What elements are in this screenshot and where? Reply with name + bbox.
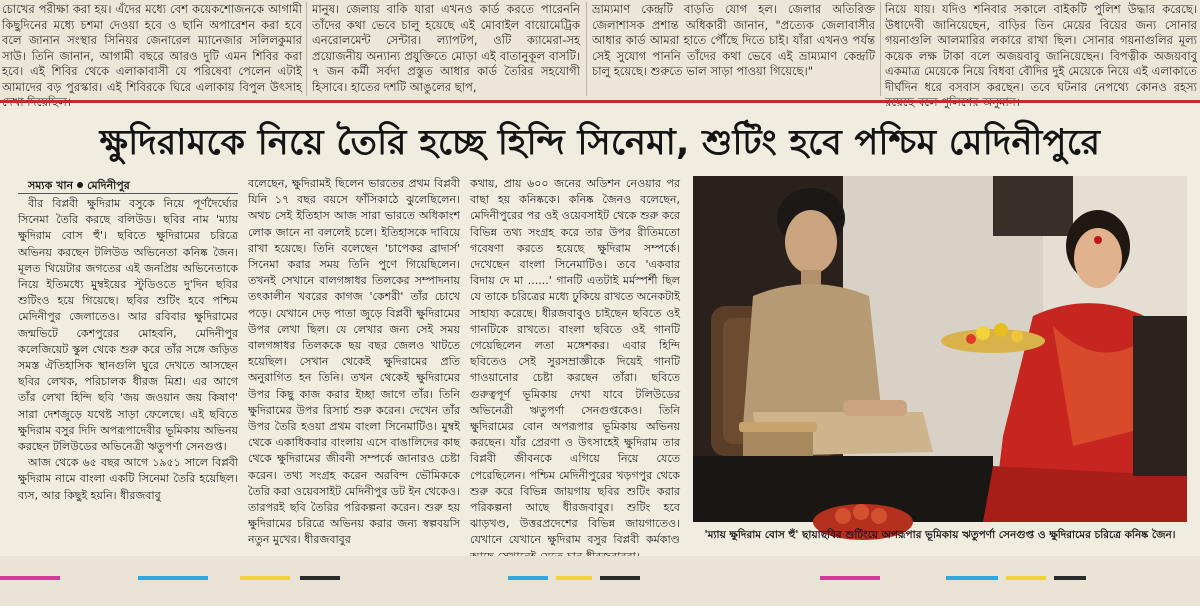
print-mark-black <box>300 576 340 580</box>
article-photo <box>693 176 1187 522</box>
byline-rule <box>18 193 238 194</box>
print-mark-yellow <box>1006 576 1046 580</box>
print-mark-magenta <box>820 576 880 580</box>
prev-article-col-4: নিয়ে যায়। যদিও শনিবার সকালে বাইকটি পুলিশ উদ্ধার করেছে। উধাদেবী জানিয়েছেন, বাড়ির তিন মেয়ের বিয়ের জন্য সোনার গয়নাগুলি আলমারির লকারে রাখা ছিল। সোনার গয়নাগুলির মূল্য কয়েক লক্ষ টাকা বলে অজয়বাবু জানিয়েছেন। বিপত্নীক অজয়বাবু একমাত্র মেয়েকে নিয়ে বিধবা বৌদির দুই মেয়েকে নিয়ে এই এলাকাতে দীর্ঘদিন ধরে বসবাস করছেন। তবে ঘটনার নেপথ্যে কোনও রহস্য <box>885 2 1197 94</box>
article-paragraph: আজ থেকে ৬৫ বছর আগে ১৯৫১ সালে বিপ্লবী ক্ষুদিরাম নামে বাংলা একটি সিনেমা তৈরি হয়েছিল। ব্যস, আর কিছুই হয়নি। ধীরজবাবু <box>18 456 238 502</box>
column-divider <box>306 2 307 96</box>
film-still-illustration <box>693 176 1187 522</box>
byline-bullet <box>77 182 83 188</box>
previous-articles-strip <box>0 0 1200 100</box>
byline <box>28 177 238 191</box>
section-red-rule <box>0 100 1200 103</box>
print-mark-cyan <box>508 576 548 580</box>
page-bottom-margin <box>0 556 1200 606</box>
print-mark-cyan <box>946 576 998 580</box>
byline-place: মেদিনীপুর <box>87 179 130 192</box>
photo-caption: 'ম্যায় ক্ষুদিরাম বোস হুঁ' ছায়াছবির শুটিংয়ে অপরূপার ভূমিকায় ঋতুপর্ণা সেনগুপ্ত ও ক্ষুদিরামের চরিত্রে কনিষ্ক জৈন। <box>704 529 1176 541</box>
print-mark-yellow <box>240 576 290 580</box>
article-column-1 <box>18 196 238 544</box>
article-paragraph: কথায়, প্রায় ৬০০ জনের অডিশন নেওয়ার পর বাছা হয় কনিষ্ককে। কনিষ্ক জৈনও বলেছেন, মেদিনীপুরের পর ওই ওয়েবসাইট থেকে শুরু করে বিভিন্ন তথ্য সংগ্রহ করে তার উপর রীতিমতো গবেষণা করতে হয়েছে ক্ষুদিরাম সম্পর্কে। দেখেছেন বাংলা সিনেমাটিও। তবে 'একবার বিদায় দে মা ......' গানটি এতটাই মর্মস্পর্শী ছিল যে তাকে চরিত্রের মধ্যে ঢুকিয়ে রাখতে অনেকটাই সাহায্য করেছে। ধীরজবাবুও চাইছেন ছবিতে ওই গানটিকে রাখতে। বাংলা ছবিতে ওই গানটি গেয়েছিলেন লতা মঙ্গেশকর। এবার হিন্দি ছবিতেও সেই সুরসম্রাজ্ঞীকে দিয়েই গানটি গাওয়ানোর চেষ্টা করছেন তাঁরা। ছবিতে গুরুত্বপূর্ণ ভূমিকায় দেখা যাবে টলিউডের অভিনেত্রী ঋতুপর্ণা সেনগুপ্তকেও। তিনি ক্ষুদিরামের বোন অপরূপার ভূমিকায় অভিনয় করছেন। যাঁর প্রেরণা ও উৎসাহেই ক্ষুদিরাম তার বিপ্লবী জীবনকে এগিয়ে নিয়ে যেতে পেরেছিলেন। পশ্চিম মেদিনীপুরের খড়গপুর থেকে শুরু করে বিভিন্ন জায়গায় ছবির শুটিং করার পরিকল্পনা আছে ধীরজবাবুর। শুটিং হবে ঝাড়খণ্ড, উত্তরপ্রদেশের বিভিন্ন জায়গাতেও। যেখানে যেখানে ক্ষুদিরাম বসুর বিপ্লবী কর্মকাণ্ড <box>470 177 680 547</box>
prev-article-col-2: মানুষ। জেলায় বাকি যারা এখনও কার্ড করতে পারেননি তাঁদের কথা ভেবে চালু হয়েছে এই মোবাইল বায়োমেট্রিক এনরোলমেন্ট সেন্টার। ল্যাপটপ, ওটি ক্যামেরা-সহ প্রয়োজনীয় অন্যান্য প্রযুক্তিতে মোড়া এই বাতানুকূল বাসটি। ৭ জন কর্মী সর্বদা প্রস্তুত আধার কার্ড তৈরির সহযোগী হিসাবে। হাতের দশটি আঙুলের ছাপ, <box>312 2 580 94</box>
print-mark-yellow <box>556 576 592 580</box>
column-divider <box>880 2 881 96</box>
print-mark-cyan <box>138 576 208 580</box>
article-paragraph: বীর বিপ্লবী ক্ষুদিরাম বসুকে নিয়ে পূর্ণদৈর্ঘ্যের সিনেমা তৈরি করছে বলিউড। ছবির নাম 'ম্যায় ক্ষুদিরাম বোস হুঁ'। ছবিতে ক্ষুদিরামের চরিত্রে অভিনয় করছেন টলিউড অভিনেতা কনিষ্ক জৈন। মূলত থিয়েটার জগতের এই জনপ্রিয় অভিনেতাকে নিয়ে ইতিমধ্যে মুম্বইয়ের স্টুডিওতে দু'দিন ছবির শুটিংও হয়ে গিয়েছে। ছবির শুটিং হবে পশ্চিম মেদিনীপুর জেলাতেও। আর রবিবার ক্ষুদিরামের জন্মভিটে কেশপুরের মোহবনি, মেদিনীপুর কলেজিয়েট স্কুল থেকে শুরু করে তাঁর সঙ্গে জড়িত সমস্ত ঐতিহাসিক স্থানগুলি ঘুরে দেখতে আসছেন ছবির লেখক, পরিচালক ধীরজ মিশ্র। এর আগে তাঁর লেখা হিন্দি ছবি 'জয় জওয়ান জয় কিষাণ' সারা দেশজুড়ে যথেষ্ট সাড়া ফেলেছে। এই ছবিতে ক্ষুদিরাম বসুর দিদি অপরূপাদেবীর ভূমিকায় অভিনয় করছেন টলিউডের অভিনেত্রী ঋতুপর্ণা সেনগুপ্ত। <box>18 197 238 454</box>
article-column-3 <box>470 176 680 547</box>
article-headline: ক্ষুদিরামকে নিয়ে তৈরি হচ্ছে হিন্দি সিনেমা, শুটিং হবে পশ্চিম মেদিনীপুরে <box>99 123 1101 163</box>
article-column-2 <box>248 176 460 547</box>
print-mark-black <box>1054 576 1086 580</box>
print-registration-marks <box>0 576 1200 580</box>
byline-author: সম্যক খান <box>28 179 74 192</box>
column-divider <box>586 2 587 96</box>
article-paragraph: বলেছেন, ক্ষুদিরামই ছিলেন ভারতের প্রথম বিপ্লবী যিনি ১৭ বছর বয়সে ফাঁসিকাঠে ঝুলেছিলেন। অথচ সেই ইতিহাস আজ সারা ভারতে অধিকাংশ লোক জানে না বললেই চলে। ইতিহাসকে দাবিয়ে রাখা হয়েছে। তিনি বলেছেন 'চাপেকর ব্রাদার্স' সিনেমা করার সময় তিনি পুণে গিয়েছিলেন। তখনই সেখানে বালগঙ্গাধর তিলকের সম্পাদনায় তৎকালীন খবরের কাগজ 'কেশরী' তাঁর চোখে পড়ে। যেখানে দেড় পাতা জুড়ে বিপ্লবী ক্ষুদিরামের উপর লেখা ছিল। যে লেখার জন্য সেই সময় বালগঙ্গাধর তিলককে ছয় বছর জেলও খাটতে হয়েছিল। সেখান থেকেই ক্ষুদিরামের প্রতি অনুরাগিত হন তিনি। তখন থেকেই ক্ষুদিরামের উপর কিছু কাজ করার ইচ্ছা জাগে তাঁর। তিনি ক্ষুদিরামের উপর রিসার্চ শুরু করেন। দেখেন তাঁর উপর তৈরি হওয়া প্রথম বাংলা সিনেমাটিও। মুম্বই থেকে একাধিকবার বাংলায় এসে বাঙালিদের কাছ থেকে ক্ষুদিরামের জীবনী সম্পর্কে জানারও চেষ্টা করেন। তথ্য সংগ্রহ করেন অরবিন্দ ভৌমিককে তৈরি করা ওয়েবসাইট মেদিনীপুর ডট ইন থেকেও। তারপরই ছবি তৈরির পরিকল্পনা করেন। শুরু হয় ক্ষুদিরামের চরিত্রে অভিনয় করার জন্য স্বল্পবয়সি নতুন মুখের। ধীরজবাবুর <box>248 177 460 547</box>
print-mark-black <box>600 576 640 580</box>
prev-article-col-1: চোখের পরীক্ষা করা হয়। এঁদের মধ্যে বেশ কয়েকশোজনকে আগামী কিছুদিনের মধ্যে চশমা দেওয়া হবে ও ছানি অপারেশন করা হবে বলে জানান সংস্থার সিনিয়র জেনারেল ম্যানেজার সলিলকুমার সাউ। তিনি জানান, আগামী বছরে আরও দুটি এমন শিবির করা হবে। এই শিবির থেকে এলাকাবাসী যে পরিষেবা পেলেন এটাই আমাদের বড় পুরস্কার। এই শিবিরকে ঘিরে এলাকায় বিপুল উৎসাহ <box>2 2 302 94</box>
print-mark-magenta <box>0 576 60 580</box>
prev-article-col-3: ভ্রাম্যমাণ কেন্দ্রটি বাড়তি যোগ হল। জেলার অতিরিক্ত জেলাশাসক প্রশান্ত অধিকারী জানান, "প্রত্যেক জেলাবাসীর আধার কার্ড আমরা হাতে পৌঁছে দিতে চাই। যাঁরা এখনও পর্যন্ত সেই সুযোগ পাননি তাঁদের কথা ভেবে এই ভ্রাম্যমাণ কেন্দ্রটি চালু হয়েছে। শুরুতে ভাল সাড়া পাওয়া গিয়েছে।" <box>592 2 875 78</box>
